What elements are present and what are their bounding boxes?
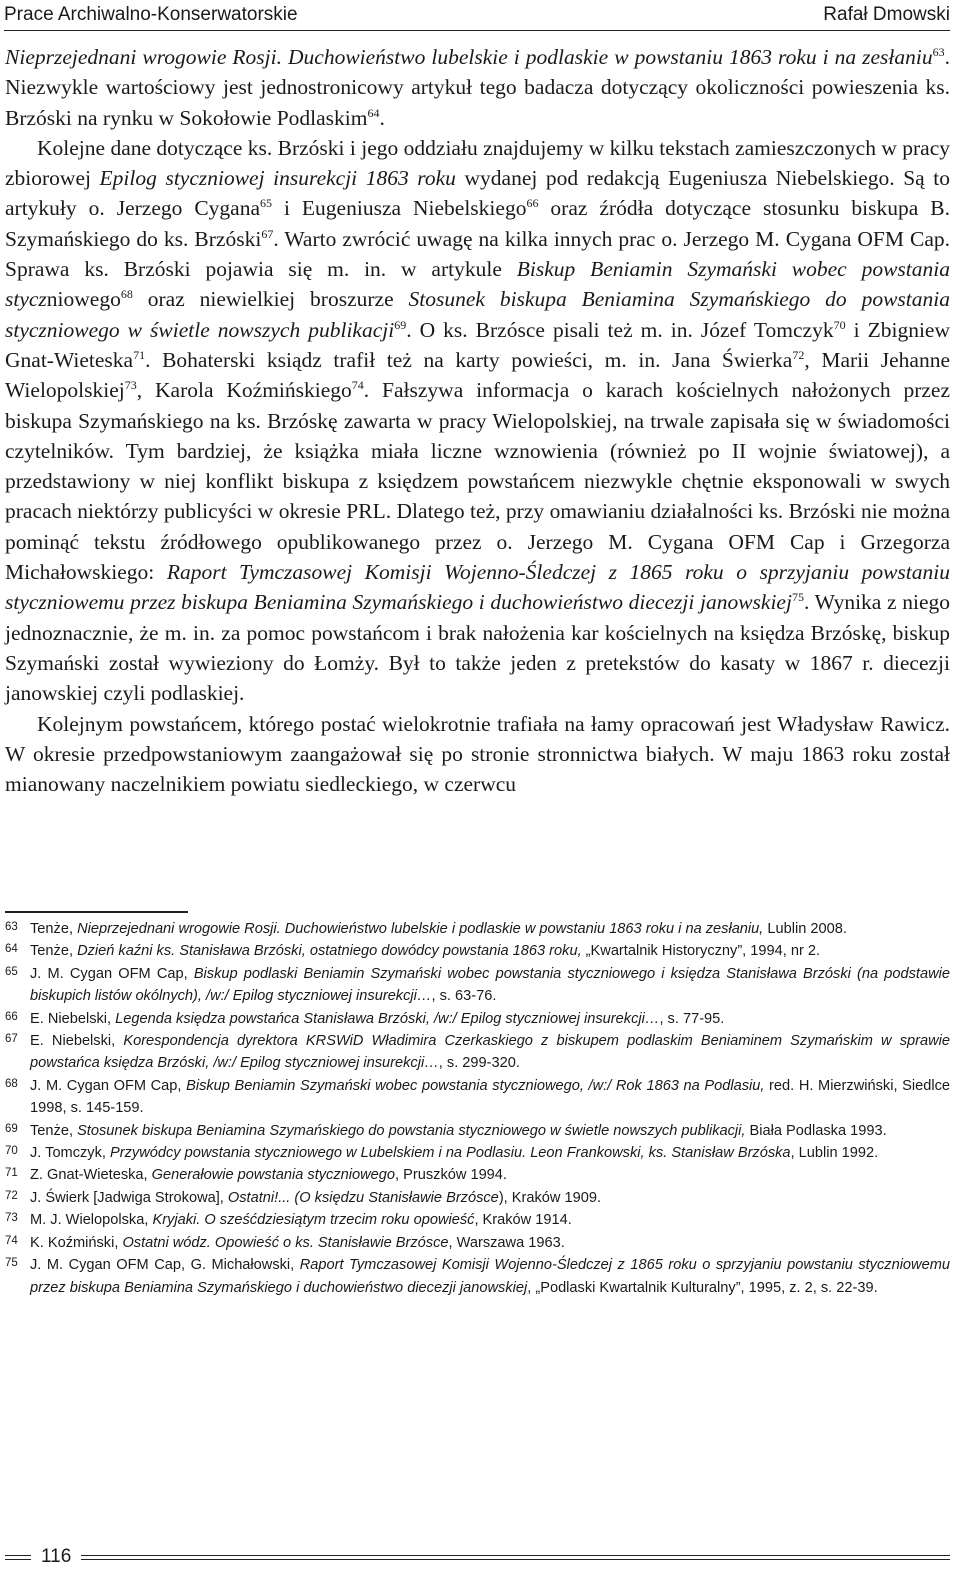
footnote-number: 67	[5, 1033, 18, 1046]
italic-title: Raport Tymczasowej Komisji Wojenno-Śledczej z 1865 roku o sprzyjaniu powstaniu styczniowemu przez biskupa Beniamina Szymańskiego i duchowieństwo diecezji janowskiej	[5, 560, 950, 615]
text-span: , s. 299-320.	[438, 1055, 520, 1072]
footnote-71	[5, 1164, 950, 1186]
text-span: .	[379, 105, 385, 130]
text-span: Tenże,	[30, 943, 78, 960]
footnote-ref-65[interactable]: 65	[260, 196, 273, 211]
footnote-ref-66[interactable]: 66	[526, 196, 539, 211]
footnote-ref-63[interactable]: 63	[932, 45, 945, 59]
text-span: niowego	[46, 287, 121, 312]
footnote-ref-70[interactable]: 70	[833, 317, 846, 332]
author-name: Rafał Dmowski	[823, 4, 950, 25]
footnote-number: 63	[5, 921, 18, 933]
footnote-65	[5, 963, 950, 1008]
footnotes	[5, 918, 950, 1299]
text-span: J. M. Cygan OFM Cap,	[30, 965, 194, 982]
footnote-number: 74	[5, 1234, 18, 1247]
running-header	[4, 2, 950, 32]
footnote-72	[5, 1187, 950, 1209]
footnote-number: 73	[5, 1212, 18, 1225]
footnote-ref-68[interactable]: 68	[120, 287, 133, 302]
text-span: , s. 63-76.	[431, 988, 497, 1005]
text-span: Z. Gnat-Wieteska,	[30, 1167, 152, 1184]
text-span: , Kraków 1914.	[474, 1212, 572, 1229]
text-span: . Warto zwrócić uwagę na kilka innych prac o. Jerzego M. Cygana OFM Cap. Sprawa ks. Brzóski pojawia się m. in. w artykule	[5, 226, 951, 282]
footnote-number: 69	[5, 1122, 18, 1135]
footnote-ref-73[interactable]: 73	[124, 378, 137, 393]
footnote-number: 70	[5, 1145, 18, 1158]
text-span: , Karola Koźmińskiego	[136, 378, 352, 403]
italic-title: Dzień kaźni ks. Stanisława Brzóski, ostatniego dowódcy powstania 1863 roku,	[77, 943, 582, 960]
footnote-number: 64	[5, 943, 18, 956]
footnote-ref-74[interactable]: 74	[351, 378, 364, 393]
footnote-ref-67[interactable]: 67	[261, 226, 274, 241]
footer-rule	[5, 1555, 950, 1556]
text-span: . Niezwykle wartościowy jest jednostronicowy artykuł tego badacza dotyczący okoliczności powieszenia ks. Brzóski na rynku w Sokołowie Podlaskim	[5, 45, 950, 130]
text-span: J. M. Cygan OFM Cap, G. Michałowski,	[30, 1257, 300, 1274]
italic-title: Raport Tymczasowej Komisji Wojenno-Śledczej z 1865 roku o sprzyjaniu powstaniu styczniowemu przez biskupa Beniamina Szymańskiego i duchowieństwo diecezji janowskiej	[30, 1257, 950, 1296]
text-span: , s. 77-95.	[659, 1010, 725, 1027]
text-span: oraz niewielkiej broszurze	[132, 287, 409, 312]
text-span: Biała Podlaska 1993.	[745, 1122, 887, 1139]
italic-title: Epilog styczniowej insurekcji 1863 roku	[99, 166, 456, 191]
text-span: , „Podlaski Kwartalnik Kulturalny”, 1995, z. 2, s. 22-39.	[527, 1279, 878, 1296]
footer-rule	[5, 1559, 950, 1560]
page-footer	[5, 1540, 950, 1574]
footnote-number: 68	[5, 1077, 18, 1090]
text-span: , Lublin 1992.	[790, 1145, 879, 1162]
italic-title: Biskup podlaski Beniamin Szymański wobec powstania styczniowego i księdza Stanisława Brzóski (na podstawie biskupich listów okólnych), /w:/ Epilog styczniowej insurekcji…	[30, 965, 950, 1005]
italic-title: Przywódcy powstania styczniowego w Lubelskiem i na Podlasiu. Leon Frankowski, ks. Stanisław Brzóska	[110, 1145, 791, 1162]
text-span: ), Kraków 1909.	[498, 1189, 602, 1206]
text-span: M. J. Wielopolska,	[30, 1212, 153, 1229]
text-span: wydanej pod redakcją Eugeniusza Niebelskiego. Są to artykuły o. Jerzego Cygana	[5, 166, 950, 221]
footnote-number: 71	[5, 1167, 18, 1180]
text-span: J. Świerk [Jadwiga Strokowa],	[30, 1189, 228, 1206]
italic-title: Korespondencja dyrektora KRSWiD Władimira Czerkaskiego z biskupem podlaskim Beniaminem Szymańskim w sprawie powstańca księdza Brzóski, /w:/ Epilog styczniowej insurekcji…	[30, 1033, 950, 1072]
text-span: oraz źródła dotyczące stosunku biskupa B. Szymańskiego do ks. Brzóski	[5, 196, 950, 251]
text-span: red. H. Mierzwiński, Siedlce 1998, s. 145-159.	[30, 1077, 950, 1117]
footnote-number: 72	[5, 1189, 18, 1202]
footnote-ref-71[interactable]: 71	[133, 347, 146, 362]
text-span: . O ks. Brzósce pisali też m. in. Józef Tomczyk	[406, 317, 834, 342]
footnote-ref-64[interactable]: 64	[367, 105, 380, 120]
footnote-number: 66	[5, 1010, 18, 1023]
journal-title: Prace Archiwalno-Konserwatorskie	[4, 4, 298, 25]
text-span: K. Koźmiński,	[30, 1234, 123, 1251]
footnote-number: 75	[5, 1257, 18, 1270]
text-span: i Eugeniusza Niebelskiego	[272, 196, 527, 221]
text-span: J. M. Cygan OFM Cap,	[30, 1077, 187, 1094]
italic-title: Nieprzejednani wrogowie Rosji. Duchowieństwo lubelskie i podlaskie w powstaniu 1863 roku i na zesłaniu,	[77, 921, 764, 937]
italic-title: Generałowie powstania styczniowego	[151, 1167, 396, 1184]
italic-title: Stosunek biskupa Beniamina Szymańskiego do powstania styczniowego w świetle nowszych publikacji	[5, 287, 950, 342]
italic-title: Kryjaki. O sześćdziesiątym trzecim roku opowieść	[152, 1212, 475, 1229]
text-span: Tenże,	[30, 1122, 78, 1139]
footnote-ref-72[interactable]: 72	[792, 347, 805, 362]
italic-title: Legenda księdza powstańca Stanisława Brzóski, /w:/ Epilog styczniowej insurekcji…	[115, 1010, 660, 1027]
italic-title: Ostatni wódz. Opowieść o ks. Stanisławie Brzósce	[122, 1234, 449, 1251]
footnote-73	[5, 1209, 950, 1231]
italic-title: Ostatni!... (O księdzu Stanisławie Brzósce	[227, 1189, 499, 1206]
footnote-69	[5, 1120, 950, 1142]
footnote-75	[5, 1254, 950, 1299]
text-span: i Zbigniew Gnat-Wieteska	[5, 317, 951, 372]
paragraph-3: Kolejnym powstańcem, którego postać wielokrotnie trafiała na łamy opracowań jest Władysław Rawicz. W okresie przedpowstaniowym zaangażował się po stronie stronnictwa białych. W maju 1863 roku został mianowany naczelnikiem powiatu siedleckiego, w czerwcu	[5, 711, 950, 797]
paragraph-2	[5, 133, 950, 709]
italic-title: Nieprzejednani wrogowie Rosji. Duchowieństwo lubelskie i podlaskie w powstaniu 1863 roku i na zesłaniu	[5, 45, 933, 69]
header-rule	[4, 30, 950, 31]
text-span: , Marii Jehanne Wielopolskiej	[5, 347, 950, 403]
text-span: . Wynika z niego jednoznacznie, że m. in. za pomoc powstańcom i brak nałożenia kar kościelnych na księdza Brzóskę, biskup Szymański został wywieziony do Łomży. Był to także jeden z pretekstów do kasaty w 1867 r. diecezji janowskiej czyli podlaskiej.	[5, 590, 950, 706]
text-span: Tenże,	[30, 921, 78, 937]
text-span: . Bohaterski ksiądz trafił też na karty powieści, m. in. Jana Świerka	[145, 347, 793, 372]
italic-title: Stosunek biskupa Beniamina Szymańskiego do powstania styczniowego w świetle nowszych publikacji,	[77, 1122, 746, 1139]
text-span: , Pruszków 1994.	[395, 1167, 507, 1184]
text-span: Kolejne dane dotyczące ks. Brzóski i jego oddziału znajdujemy w kilku tekstach zamieszczonych w pracy zbiorowej	[5, 135, 950, 191]
footnote-70	[5, 1142, 950, 1164]
main-text	[5, 42, 950, 799]
footnote-64	[5, 940, 950, 962]
footnote-ref-75[interactable]: 75	[791, 590, 804, 605]
text-span: J. Tomczyk,	[30, 1145, 111, 1162]
text-span: Lublin 2008.	[763, 921, 847, 937]
italic-title: Biskup Beniamin Szymański wobec powstania stycz	[5, 257, 950, 312]
text-span: „Kwartalnik Historyczny”, 1994, nr 2.	[581, 943, 821, 960]
text-span: E. Niebelski,	[30, 1010, 116, 1027]
footnote-74	[5, 1232, 950, 1254]
footnote-63	[5, 918, 950, 940]
page-number: 116	[31, 1544, 81, 1570]
paragraph-1	[5, 42, 950, 133]
footnote-67	[5, 1030, 950, 1075]
footnote-66	[5, 1008, 950, 1030]
footnote-ref-69[interactable]: 69	[394, 317, 407, 332]
text-span: E. Niebelski,	[30, 1033, 124, 1050]
footnote-number: 65	[5, 965, 18, 978]
text-span: . Fałszywa informacja o karach kościelnych nałożonych przez biskupa Szymańskiego na ks. Brzóskę zawarta w pracy Wielopolskiej, na trwale zapisała się w świadomości czytelników. Tym bardziej, że książka miała liczne wznowienia (również po II wojnie światowej), a przedstawiony w niej konflikt biskupa z księdzem powstańcem niezwykle chętnie eksponowali w swych pracach niektórzy publicyści w okresie PRL. Dlatego też, przy omawianiu działalności ks. Brzóski nie można pominąć tekstu źródłowego opublikowanego przez o. Jerzego M. Cygana OFM Cap i Grzegorza Michałowskiego:	[5, 378, 950, 585]
text-span: , Warszawa 1963.	[448, 1234, 565, 1251]
italic-title: Biskup Beniamin Szymański wobec powstania styczniowego, /w:/ Rok 1863 na Podlasiu,	[186, 1077, 765, 1094]
footnote-separator	[5, 911, 188, 913]
footnote-68	[5, 1075, 950, 1120]
